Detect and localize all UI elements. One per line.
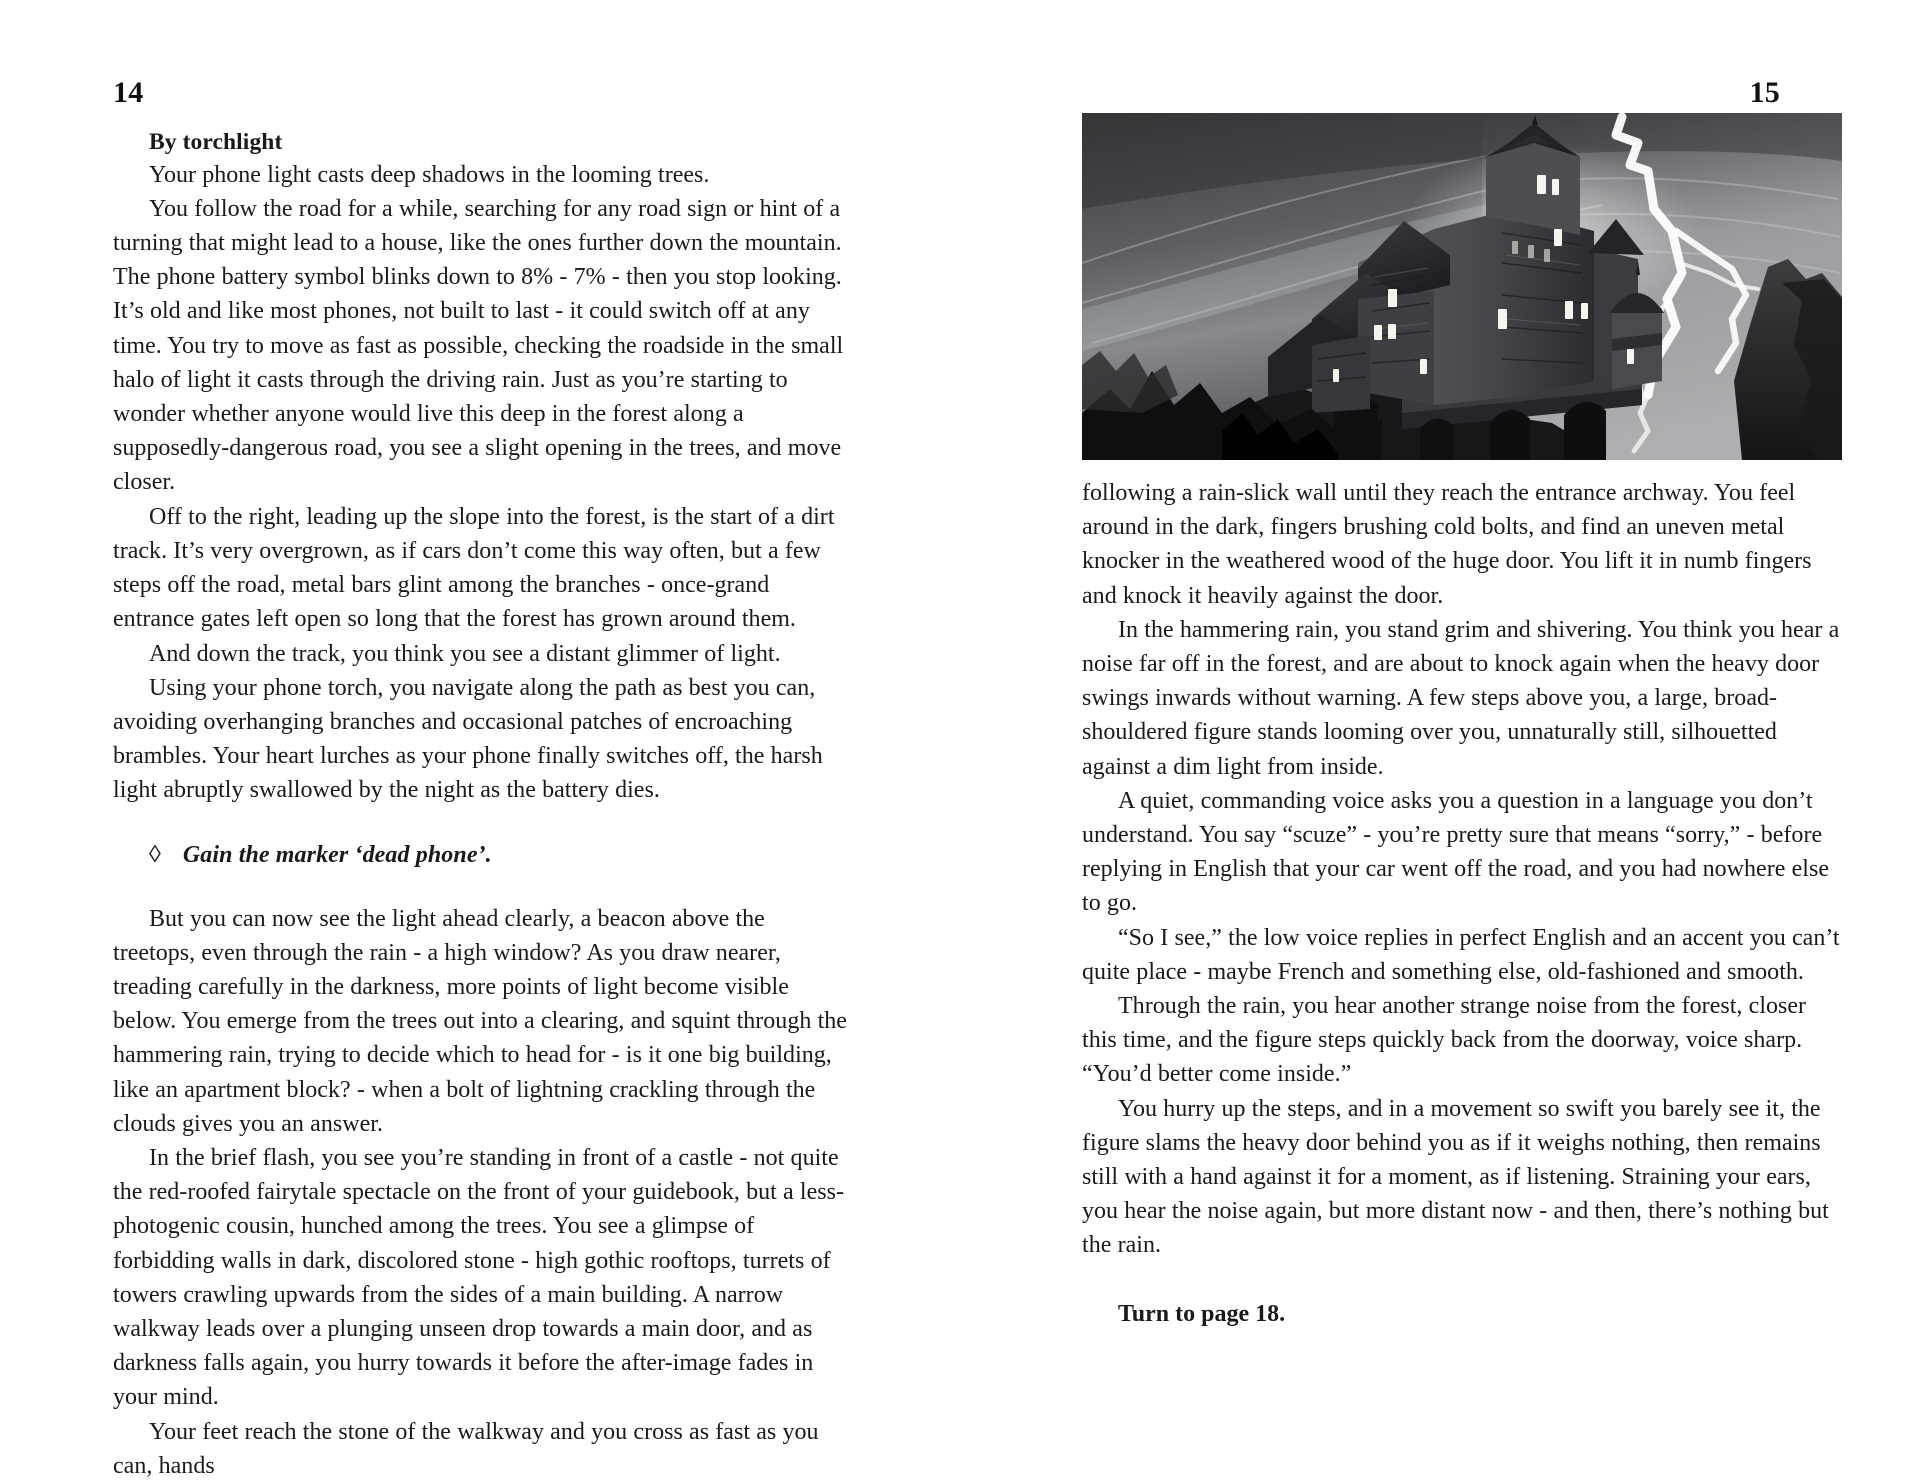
paragraph: Using your phone torch, you navigate along the path as best you can, avoiding overhanging branches and occasional patches of encroaching brambles. Your heart lurches as your phone finally switches off, the harsh light abruptly swallowed by the night as the battery dies. — [113, 674, 823, 804]
paragraph: “So I see,” the low voice replies in perfect English and an accent you can’t quite place - maybe French and something else, old-fashioned and smooth. — [1082, 924, 1840, 985]
paragraph: A quiet, commanding voice asks you a question in a language you don’t understand. You say “scuze” - you’re pretty sure that means “sorry,” - before replying in English that your car went off the road, and you had nowhere else to go. — [1082, 787, 1830, 917]
lozenge-marker-icon: ◊ — [149, 841, 161, 868]
page-number-left: 14 — [113, 76, 144, 109]
paragraph: Your feet reach the stone of the walkway and you cross as fast as you can, hands — [113, 1418, 819, 1479]
gothic-castle-storm-illustration — [1082, 113, 1842, 460]
left-text-column — [113, 128, 853, 1483]
castle-artwork — [1082, 113, 1842, 460]
paragraph: You hurry up the steps, and in a movement so swift you barely see it, the figure slams the heavy door behind you as if it weighs nothing, then remains still with a hand against it for a moment, as if listening. Straining your ears, you hear the noise again, but more distant now - and then, there’s nothing but the rain. — [1082, 1095, 1829, 1259]
left-page — [0, 0, 957, 1479]
paragraph: You follow the road for a while, searching for any road sign or hint of a turning that might lead to a house, like the ones further down the mountain. The phone battery symbol blinks down to 8% - 7% - then you stop looking. It’s old and like most phones, not built to last - it could switch off at any time. You try to move as fast as possible, checking the roadside in the small halo of light it casts through the driving rain. Just as you’re starting to wonder whether anyone would live this deep in the forest along a supposedly-dangerous road, you see a slight opening in the trees, and move closer. — [113, 195, 844, 496]
turn-to-page-instruction: Turn to page 18. — [1118, 1300, 1286, 1327]
paragraph: And down the track, you think you see a distant glimmer of light. — [149, 640, 781, 667]
paragraph: following a rain-slick wall until they reach the entrance archway. You feel around in the dark, fingers brushing cold bolts, and find an uneven metal knocker in the weathered wood of the huge door. You lift it in numb fingers and knock it heavily against the door. — [1082, 480, 1812, 609]
section-heading: By torchlight — [149, 129, 283, 155]
right-text-column — [1082, 476, 1842, 1331]
paragraph: Your phone light casts deep shadows in the looming trees. — [149, 161, 710, 188]
page-number-right: 15 — [1749, 76, 1780, 109]
paragraph: In the hammering rain, you stand grim and shivering. You think you hear a noise far off in the forest, and are about to knock again when the heavy door swings inwards without warning. A few steps above you, a large, broad-shouldered figure stands looming over you, unnaturally still, silhouetted against a dim light from inside. — [1082, 616, 1840, 780]
marker-gain-line — [113, 838, 853, 872]
paragraph: But you can now see the light ahead clearly, a beacon above the treetops, even through the rain - a high window? As you draw nearer, treading carefully in the darkness, more points of light become visible below. You emerge from the trees out into a clearing, and squint through the hammering rain, trying to decide which to head for - is it one big building, like an apartment block? - when a bolt of lightning crackling through the clouds gives you an answer. — [113, 905, 847, 1137]
marker-label: Gain the marker ‘dead phone’. — [182, 841, 492, 868]
paragraph: Through the rain, you hear another strange noise from the forest, closer this time, and the figure steps quickly back from the doorway, voice sharp. “You’d better come inside.” — [1082, 993, 1807, 1088]
paragraph: In the brief flash, you see you’re standing in front of a castle - not quite the red-roofed fairytale spectacle on the front of your guidebook, but a less-photogenic cousin, hunched among the trees. You see a glimpse of forbidding walls in dark, discolored stone - high gothic rooftops, turrets of towers crawling upwards from the sides of a main building. A narrow walkway leads over a plunging unseen drop towards a main door, and as darkness falls again, you hurry towards it before the after-image fades in your mind. — [113, 1144, 845, 1411]
paragraph: Off to the right, leading up the slope into the forest, is the start of a dirt track. It’s very overgrown, as if cars don’t come this way often, but a few steps off the road, metal bars glint among the branches - once-grand entrance gates left open so long that the forest has grown around them. — [113, 503, 835, 633]
